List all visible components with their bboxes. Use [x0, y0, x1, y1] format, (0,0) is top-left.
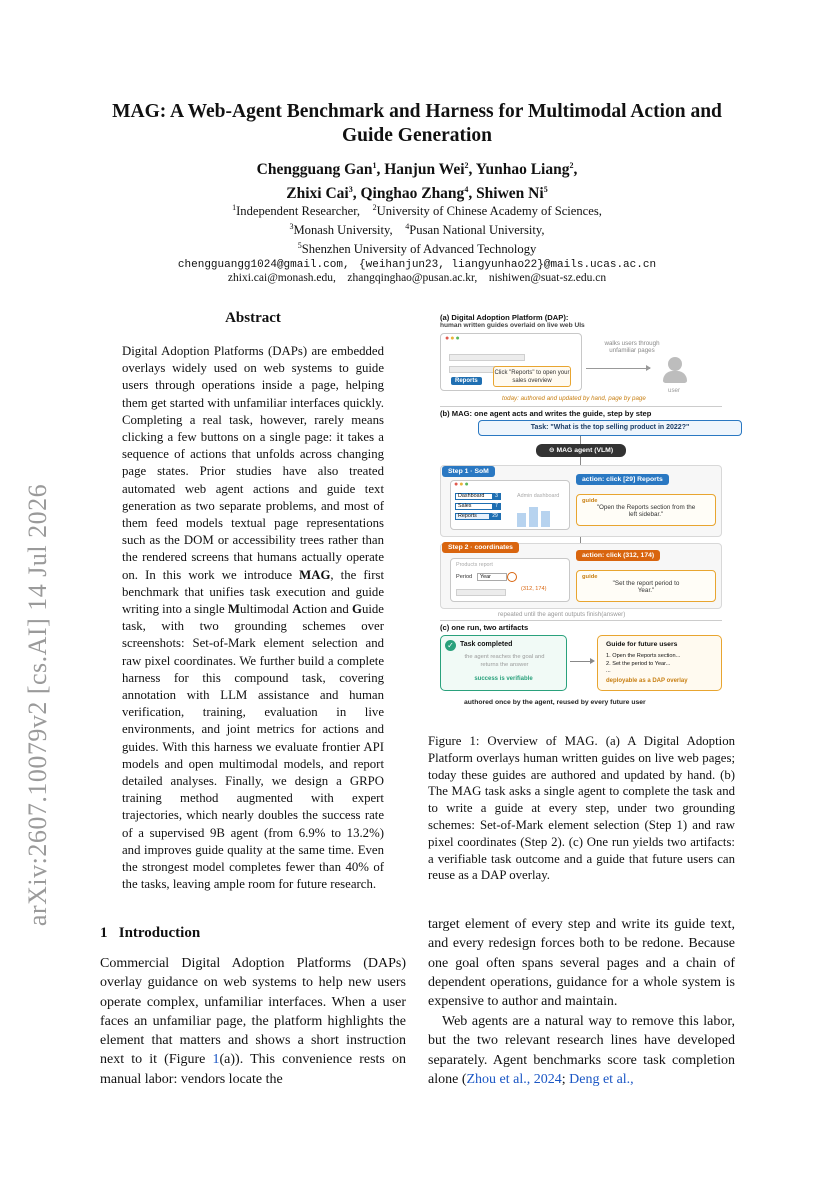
fig-a-arrow	[586, 368, 650, 369]
fig-step2-guide: guide "Set the report period to Year."	[576, 570, 716, 602]
fig-step2-year-select: Year	[477, 573, 507, 581]
user-head-icon	[668, 357, 682, 371]
som-item-dashboard: Dashboard	[455, 493, 501, 500]
fig-step2-period: Period	[456, 574, 473, 580]
abstract-body: Digital Adoption Platforms (DAPs) are embedded overlays widely used on web systems to guide users through operations inside a page, helping them get started with unfamiliar interfaces quickly. Completing a real task, however, rarely means clicking a few buttons on a single page: it takes a sequence of actions that unfolds across changing page states. Prior studies have also treated automated web agent actions and guide text generation as two separate problems, and most of them feed models textual page representations such as the DOM or accessibility trees rather than the rendered screens that humans actually operate on. In this work we introduce MAG, the first benchmark that unifies task execution and guide writing into a single Multimodal Action and Guide task, with two grounding schemes over screenshots: Set-of-Mark element selection and raw pixel coordinates. We further build a complete harness for this compound task, covering annotation with LLM assistance and human verification, training, evaluation in live environments, and joint metrics for actions and guides. With this harness we evaluate frontier API models and open multimodal models, and report detailed analyses. Finally, we design a GRPO training method augmented with expert trajectories, which nearly doubles the success rate of a supervised 9B agent (from 6.9% to 13.2%) and improves guide quality at the same time. Even the strongest model completes fewer than 40% of the tasks, leaving ample room for future research.	[122, 344, 384, 892]
authors-line-1: Chengguang Gan$^1$, Hanjun Wei$^2$, Yunhao Liang$^2$,	[256, 161, 578, 179]
fig-step2-screen	[450, 558, 570, 602]
abstract-heading: Abstract	[225, 310, 281, 326]
figure-1	[440, 313, 722, 715]
arxiv-id: arXiv:2607.10079v2 [cs.AI] 14 Jul 2026	[23, 483, 52, 927]
fig-arrow-1	[580, 436, 581, 444]
fig-step2-coord: (312, 174)	[521, 586, 547, 592]
fig-a-bar	[449, 354, 525, 361]
fig-a-label: (a) Digital Adoption Platform (DAP):	[440, 313, 569, 322]
email-line-2: zhixi.cai@monash.edu, zhangqinghao@pusan.ac.kr, nishiwen@suat-sz.edu.cn	[227, 272, 607, 284]
fig-a-today: today: authored and updated by hand, page by page	[502, 395, 646, 402]
fig-a-browser	[440, 333, 582, 391]
agent-icon: ⊖	[548, 447, 555, 454]
author-list	[90, 156, 744, 204]
intro-right-paragraph-1: target element of every step and write its guide text, and every redesign forces both to be redone. Because one goal often spans several pages and a chain of dependent operations, guidance for a whole system is expensive to author and maintain.	[428, 917, 735, 1010]
fig-step2-action: action: click (312, 174)	[576, 550, 660, 561]
fig-a-callout: Click "Reports" to open your sales overview	[493, 366, 571, 387]
fig-step1-admin: Admin dashboard	[517, 493, 560, 499]
fig-step1-tag: Step 1 · SoM	[442, 466, 495, 477]
fig-b-task: Task: "What is the top selling product in 2022?"	[478, 420, 742, 436]
fig-c-task-box: ✓ Task completed the agent reaches the goal and returns the answer success is verifiable	[440, 635, 567, 691]
fig-a-walk: walks users through unfamiliar pages	[604, 340, 660, 354]
som-item-sales: Sales	[455, 503, 501, 510]
fig-step1-guide: guide "Open the Reports section from the left sidebar."	[576, 494, 716, 526]
fig-step1-screen: ●●● Dashboard 3 Sales 7 Reports 29 Admin dashboard	[450, 480, 570, 530]
fig-step2-tag: Step 2 · coordinates	[442, 542, 519, 553]
fig-c-authored: authored once by the agent, reused by every future user	[464, 699, 646, 706]
intro-left-paragraph: Commercial Digital Adoption Platforms (DAPs) overlay guidance on web systems to help new users operate complex, unfamiliar interfaces. When a user faces an unfamiliar page, the platform highlights the element that matters and shows a short instruction next to it (Figure 1(a)). This convenience rests on manual labor: vendors locate the	[100, 956, 406, 1087]
authors-line-2: Zhixi Cai$^3$, Qinghao Zhang$^4$, Shiwen Ni$^5$	[286, 185, 548, 203]
window-dots-icon: ●●●	[445, 335, 461, 342]
cite-deng[interactable]: Deng et al.,	[569, 1071, 634, 1087]
fig-c-arrow	[570, 661, 592, 662]
fig-step2-bar	[456, 589, 506, 596]
fig-a-user: user	[668, 387, 681, 394]
email-line-1: chengguangg1024@gmail.com, {weihanjun23, liangyunhao22}@mails.ucas.ac.cn	[177, 259, 657, 271]
fig-a-sub: human written guides overlaid on live web UIs	[440, 322, 585, 329]
fig-b-agent: ⊖ MAG agent (VLM)	[536, 444, 626, 457]
affiliation-line-3: $^5$Shenzhen University of Advanced Technology	[297, 241, 537, 257]
affiliation-line-1: $^1$Independent Researcher, $^2$University of Chinese Academy of Sciences,	[232, 203, 602, 219]
arrow-right-icon	[590, 658, 595, 664]
user-body-icon	[663, 371, 687, 383]
arxiv-sidebar	[18, 455, 58, 955]
arrow-right-icon	[646, 365, 651, 371]
fig-c-guide-box: Guide for future users 1. Open the Reports section... 2. Set the period to Year... ... deployable as a DAP overlay	[597, 635, 722, 691]
fig-divider-1	[440, 406, 722, 407]
fig-step2-products: Products report	[456, 562, 493, 568]
fig-c-label: (c) one run, two artifacts	[440, 623, 529, 632]
fig-divider-2	[440, 620, 722, 621]
bar-3	[541, 511, 550, 527]
crosshair-icon	[507, 572, 517, 582]
fig-b-repeat: repeated until the agent outputs finish(answer)	[498, 611, 626, 618]
paper-title: MAG: A Web-Agent Benchmark and Harness for Multimodal Action and Guide Generation	[112, 101, 722, 146]
figure-ref-link[interactable]: 1	[212, 1052, 220, 1068]
fig-step1-action: action: click [29] Reports	[576, 474, 669, 485]
affiliation-line-2: $^3$Monash University, $^4$Pusan National University,	[289, 222, 545, 238]
fig-a-reports-button: Reports	[451, 377, 482, 385]
window-dots-icon: ●●●	[454, 481, 470, 488]
bar-2	[529, 507, 538, 527]
intro-right-paragraph-2: Web agents are a natural way to remove this labor, but the two relevant research lines have developed separately. Agent benchmarks score task completion alone (Zhou et al., 2024; Deng et al.,	[428, 1014, 735, 1087]
cite-zhou[interactable]: Zhou et al., 2024	[466, 1071, 562, 1087]
fig-b-label: (b) MAG: one agent acts and writes the guide, step by step	[440, 409, 652, 418]
check-icon: ✓	[445, 640, 456, 651]
bar-1	[517, 513, 526, 527]
intro-heading: 1 Introduction	[100, 925, 201, 941]
figure-caption: Figure 1: Overview of MAG. (a) A Digital Adoption Platform overlays human written guides on live web pages; today these guides are authored and updated by hand. (b) The MAG task asks a single agent to complete the task and to write a guide at every step, under two grounding schemes: Set-of-Mark element selection (Step 1) and raw pixel coordinates (Step 2). (c) One run yields two artifacts: a verifiable task outcome and a guide that future users can reuse as a DAP overlay.	[428, 734, 735, 883]
som-item-reports: Reports	[455, 513, 501, 520]
fig-arrow-2	[580, 457, 581, 465]
